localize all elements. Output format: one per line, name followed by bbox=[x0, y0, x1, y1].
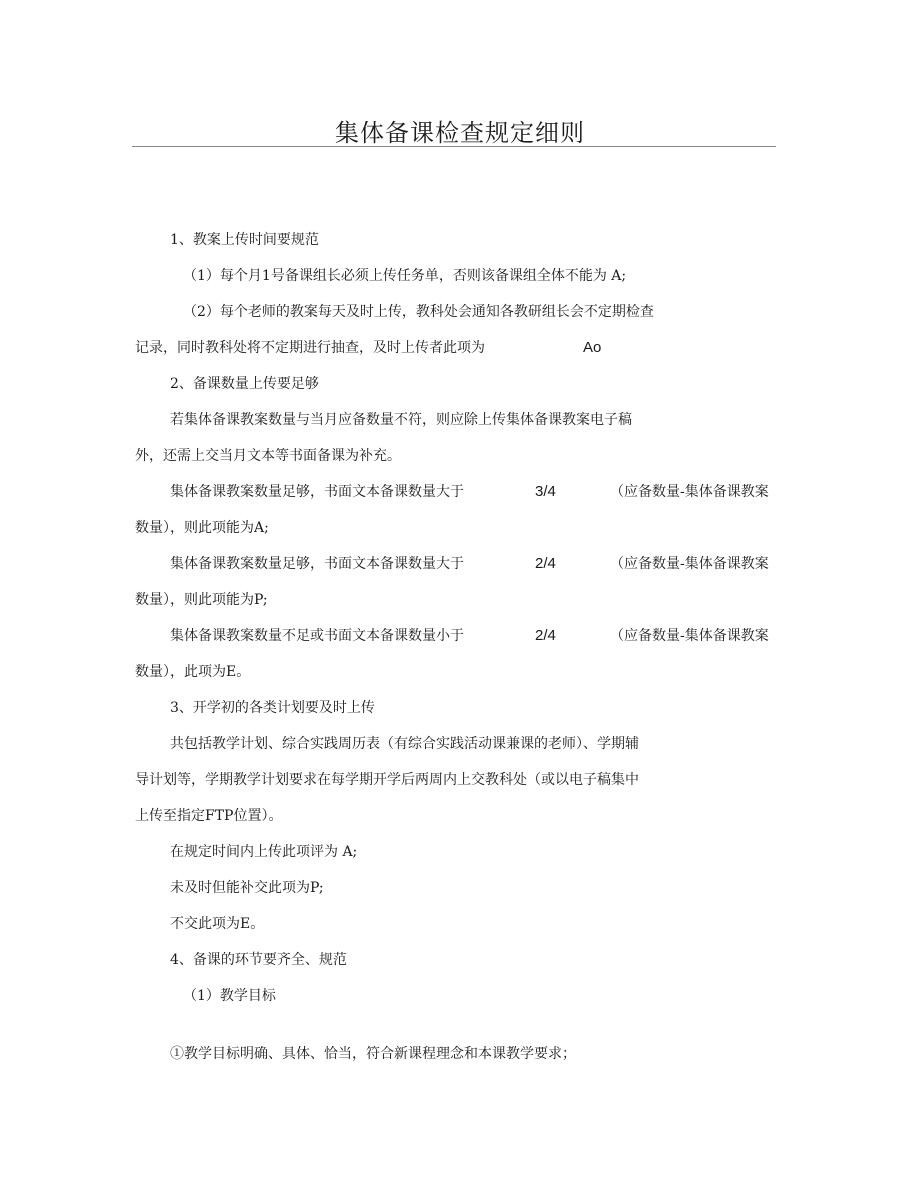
page-title: 集体备课检查规定细则 bbox=[335, 119, 585, 147]
section-3-para-cont-2: 上传至指定FTP位置）。 bbox=[135, 808, 283, 824]
section-3-grade-p: 未及时但能补交此项为P; bbox=[170, 880, 324, 896]
rule-3-formula: （应备数量-集体备课教案 bbox=[610, 628, 769, 644]
rule-2-result: 数量），则此项能为P; bbox=[135, 592, 268, 608]
rule-1-ratio: 3/4 bbox=[535, 483, 556, 500]
section-4-sub-1: （1）教学目标 bbox=[183, 988, 276, 1004]
section-3-grade-a: 在规定时间内上传此项评为 A; bbox=[170, 844, 358, 860]
section-3-heading: 3、开学初的各类计划要及时上传 bbox=[170, 700, 375, 716]
rule-1-formula: （应备数量-集体备课教案 bbox=[610, 484, 769, 500]
section-1-heading: 1、教案上传时间要规范 bbox=[170, 232, 319, 248]
section-2-intro-cont: 外，还需上交当月文本等书面备课为补充。 bbox=[135, 448, 401, 464]
rule-3-result: 数量），此项为E。 bbox=[135, 664, 251, 680]
title-underline bbox=[132, 146, 776, 147]
section-4-item-1: ①教学目标明确、具体、恰当，符合新课程理念和本课教学要求； bbox=[170, 1046, 576, 1062]
section-3-para: 共包括教学计划、综合实践周历表（有综合实践活动课兼课的老师）、学期辅 bbox=[170, 736, 639, 752]
rule-1-result: 数量），则此项能为A; bbox=[135, 520, 269, 536]
section-2-intro: 若集体备课教案数量与当月应备数量不符，则应除上传集体备课教案电子稿 bbox=[170, 412, 632, 428]
section-1-item-2: （2）每个老师的教案每天及时上传，教科处会通知各教研组长会不定期检查 bbox=[183, 304, 654, 320]
rule-2-text: 集体备课教案数量足够，书面文本备课数量大于 bbox=[170, 556, 464, 572]
section-1-grade: Ao bbox=[583, 339, 602, 356]
section-1-item-2-cont: 记录，同时教科处将不定期进行抽查，及时上传者此项为 bbox=[135, 340, 485, 356]
section-4-heading: 4、备课的环节要齐全、规范 bbox=[170, 952, 347, 968]
rule-1-text: 集体备课教案数量足够，书面文本备课数量大于 bbox=[170, 484, 464, 500]
section-2-heading: 2、备课数量上传要足够 bbox=[170, 376, 319, 392]
rule-2-formula: （应备数量-集体备课教案 bbox=[610, 556, 769, 572]
rule-2-ratio: 2/4 bbox=[535, 555, 556, 572]
rule-3-text: 集体备课教案数量不足或书面文本备课数量小于 bbox=[170, 628, 464, 644]
section-1-item-1: （1）每个月1号备课组长必须上传任务单，否则该备课组全体不能为 A; bbox=[183, 268, 627, 284]
rule-3-ratio: 2/4 bbox=[535, 627, 556, 644]
section-3-grade-e: 不交此项为E。 bbox=[170, 916, 265, 932]
section-3-para-cont-1: 导计划等，学期教学计划要求在每学期开学后两周内上交教科处（或以电子稿集中 bbox=[135, 772, 639, 788]
